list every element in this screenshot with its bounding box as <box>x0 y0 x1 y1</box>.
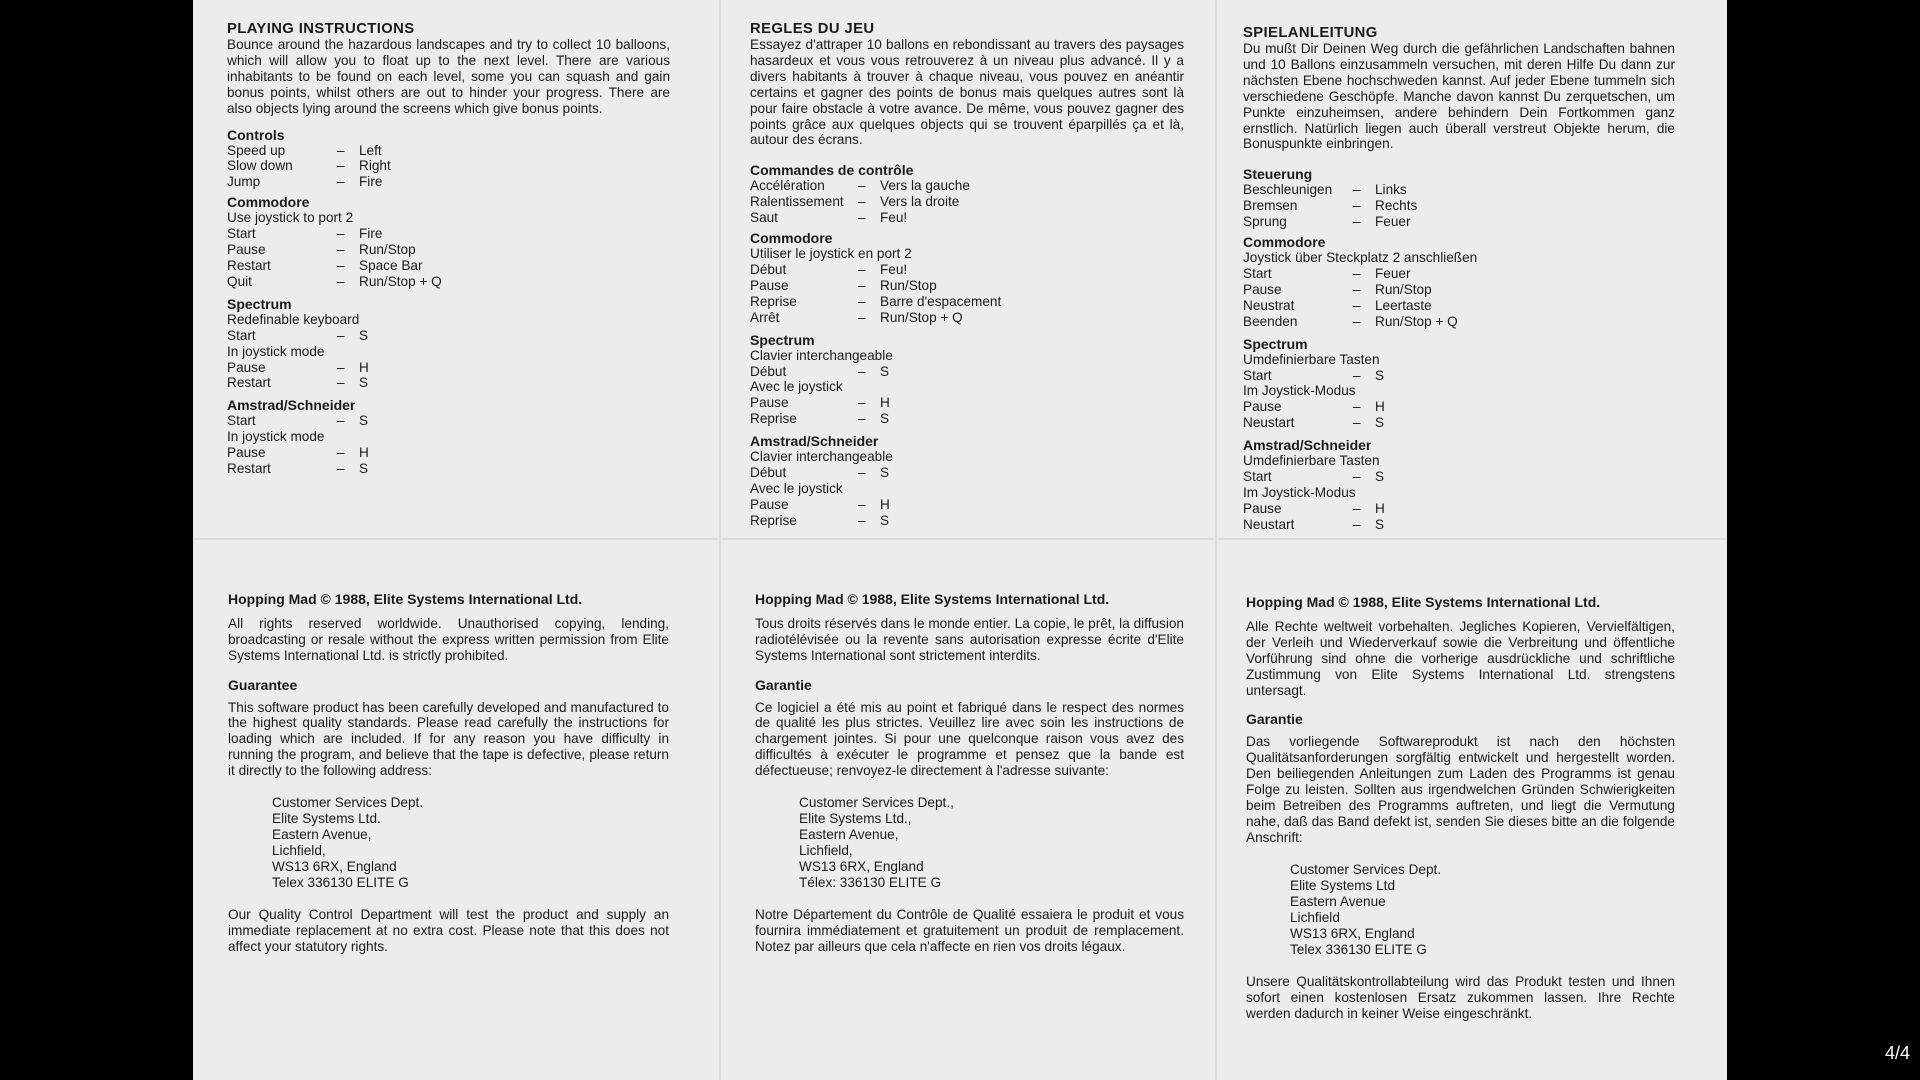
guarantee-heading: Guarantee <box>228 676 298 693</box>
control-action: Neustart <box>1243 415 1295 431</box>
control-dash: – <box>858 465 866 481</box>
amstrad-note: Clavier interchangeable <box>750 449 893 465</box>
instructions-fr <box>750 21 1184 529</box>
address-line: Customer Services Dept. <box>1290 861 1442 877</box>
control-action: Slow down <box>227 158 293 174</box>
control-key: Run/Stop + Q <box>1375 313 1458 329</box>
commodore-controls <box>1243 266 1675 330</box>
fold-line-vertical-1 <box>719 0 721 1080</box>
control-key: H <box>359 359 369 375</box>
control-key: Feuer <box>1375 265 1411 281</box>
commodore-heading: Commodore <box>227 194 310 211</box>
control-key: Rechts <box>1375 198 1418 214</box>
amstrad-controls-a <box>750 465 1184 481</box>
control-dash: – <box>858 309 866 325</box>
control-key: S <box>359 327 369 343</box>
fold-line-vertical-2 <box>1215 0 1217 1080</box>
amstrad-heading: Amstrad/Schneider <box>1243 437 1372 454</box>
rights-text: Tous droits réservés dans le monde entier. La copie, le prêt, la diffusion radiotélévisée ou la revente sans autorisation expresse écrite d'Elite Systems International sont strictement interdits. <box>755 615 1184 663</box>
amstrad-heading: Amstrad/Schneider <box>750 433 879 450</box>
address-line: Eastern Avenue, <box>799 827 899 843</box>
page-counter: 4/4 <box>1884 1043 1910 1063</box>
spectrum-controls-a <box>227 328 670 344</box>
amstrad-controls-a <box>227 413 670 429</box>
control-action: Quit <box>227 273 252 289</box>
control-action: Neustrat <box>1243 297 1295 313</box>
control-key: Space Bar <box>359 257 423 273</box>
spectrum-note: Redefinable keyboard <box>227 311 360 327</box>
control-action: Beenden <box>1243 313 1298 329</box>
amstrad-mode: In joystick mode <box>227 429 325 445</box>
address-line: Eastern Avenue <box>1290 893 1386 909</box>
control-action: Pause <box>1243 281 1282 297</box>
spectrum-heading: Spectrum <box>227 295 292 312</box>
control-key: Feu! <box>880 261 908 277</box>
address-line: Customer Services Dept., <box>799 795 954 811</box>
control-key: Fire <box>359 174 383 190</box>
control-dash: – <box>1353 367 1361 383</box>
control-key: S <box>880 465 890 481</box>
amstrad-controls-b <box>1243 501 1675 533</box>
guarantee-heading: Garantie <box>755 676 812 693</box>
control-action: Accélération <box>750 178 825 194</box>
controls-list <box>750 178 1184 226</box>
control-dash: – <box>337 445 345 461</box>
copyright-line: Hopping Mad © 1988, Elite Systems International Ltd. <box>755 591 1110 607</box>
control-action: Pause <box>227 445 266 461</box>
spectrum-controls-b <box>750 395 1184 427</box>
amstrad-note: Umdefinierbare Tasten <box>1243 453 1380 469</box>
control-dash: – <box>858 512 866 528</box>
control-dash: – <box>858 261 866 277</box>
control-action: Neustart <box>1243 516 1295 532</box>
spectrum-controls-a <box>1243 368 1675 384</box>
control-dash: – <box>337 174 345 190</box>
control-key: Leertaste <box>1375 297 1432 313</box>
control-key: S <box>359 375 369 391</box>
address-line: Telex 336130 ELITE G <box>272 875 409 891</box>
control-key: Vers la droite <box>880 194 960 210</box>
closing-text: Unsere Qualitätskontrollabteilung wird das Produkt testen und Ihnen sofort einen kostenlosen Ersatz zukommen lassen. Ihre Rechte werden dadurch in keiner Weise eingeschränkt. <box>1246 973 1675 1021</box>
address-line: Customer Services Dept. <box>272 795 424 811</box>
spectrum-mode: In joystick mode <box>227 343 325 359</box>
intro-text: Bounce around the hazardous landscapes and try to collect 10 balloons, which will allow you to float up to the next level. There are various inhabitants to be found on each level, some you can squash and gain bonus points, whilst others are out to hinder your progress. There are also objects lying around the screens which give bonus points. <box>227 37 670 116</box>
control-action: Start <box>1243 367 1272 383</box>
control-key: Run/Stop <box>359 242 416 258</box>
address-block <box>799 795 1184 891</box>
address-line: WS13 6RX, England <box>799 859 924 875</box>
spectrum-note: Umdefinierbare Tasten <box>1243 351 1380 367</box>
control-dash: – <box>858 411 866 427</box>
control-dash: – <box>1353 399 1361 415</box>
guarantee-text: Das vorliegende Softwareprodukt ist nach den höchsten Qualitätsanforderungen sorgfältig entwickelt und hergestellt worden. Den beiliegenden Anleitungen zum Laden des Programms ist genau Folge zu leisten. Sollten aus irgendwelchen Gründen Schwierigkeiten beim Betreiben des Programms auftreten, und liegt die Vermutung nahe, daß das Band defekt ist, senden Sie dieses bitte an die folgende Anschrift: <box>1246 734 1675 845</box>
spectrum-note: Clavier interchangeable <box>750 347 893 363</box>
control-key: H <box>359 445 369 461</box>
spectrum-heading: Spectrum <box>750 331 815 348</box>
address-block <box>272 795 669 891</box>
control-action: Pause <box>1243 500 1282 516</box>
control-key: S <box>1375 367 1385 383</box>
control-action: Start <box>1243 469 1272 485</box>
spectrum-controls-b <box>1243 399 1675 431</box>
legal-de <box>1246 595 1675 1021</box>
address-line: Télex: 336130 ELITE G <box>799 875 942 891</box>
control-dash: – <box>1353 297 1361 313</box>
control-action: Speed up <box>227 142 286 158</box>
control-dash: – <box>858 293 866 309</box>
control-key: S <box>880 512 890 528</box>
controls-list <box>1243 182 1675 230</box>
spectrum-controls-b <box>227 360 670 392</box>
legal-en <box>228 592 669 955</box>
fold-line-horizontal <box>193 538 1727 540</box>
control-dash: – <box>1353 313 1361 329</box>
control-dash: – <box>337 142 345 158</box>
address-line: Eastern Avenue, <box>272 827 372 843</box>
control-action: Arrêt <box>750 309 780 325</box>
control-key: H <box>880 395 890 411</box>
amstrad-mode: Im Joystick-Modus <box>1243 484 1356 500</box>
rights-text: Alle Rechte weltweit vorbehalten. Jegliches Kopieren, Vervielfältigen, der Verleih und Wiederverkauf sowie die Verbreitung und öffentliche Vorführung sind ohne die vorherige ausdrückliche und schriftliche Zustimmung von Elite Systems International Ltd. strengstens untersagt. <box>1246 618 1675 698</box>
amstrad-controls-b <box>227 445 670 477</box>
control-action: Start <box>227 327 256 343</box>
address-line: WS13 6RX, England <box>272 859 397 875</box>
rights-text: All rights reserved worldwide. Unauthorised copying, lending, broadcasting or resale without the express written permission from Elite Systems International Ltd. is strictly prohibited. <box>228 615 669 663</box>
address-line: Lichfield, <box>799 843 853 859</box>
instructions-en <box>227 21 670 477</box>
commodore-note: Use joystick to port 2 <box>227 210 354 226</box>
control-key: Fire <box>359 226 383 242</box>
address-line: Elite Systems Ltd. <box>272 811 381 827</box>
amstrad-mode: Avec le joystick <box>750 480 843 496</box>
control-dash: – <box>858 194 866 210</box>
control-key: Left <box>359 142 382 158</box>
control-action: Pause <box>750 277 789 293</box>
section-title: PLAYING INSTRUCTIONS <box>227 21 415 37</box>
spectrum-controls-a <box>750 364 1184 380</box>
control-key: Run/Stop <box>880 277 937 293</box>
address-line: Lichfield <box>1290 909 1340 925</box>
commodore-controls <box>227 226 670 290</box>
control-action: Start <box>1243 265 1272 281</box>
control-key: S <box>359 413 369 429</box>
control-action: Pause <box>227 242 266 258</box>
control-action: Sprung <box>1243 214 1287 230</box>
control-action: Début <box>750 261 787 277</box>
control-key: Barre d'espacement <box>880 293 1002 309</box>
intro-text: Du mußt Dir Deinen Weg durch die gefährlichen Landschaften bahnen und 10 Ballons einzusammeln versuchen, mit deren Hilfe Du dann zur nächsten Ebene hochschweden kannst. Auf jeder Ebene tummeln sich verschiedene Geschöpfe. Manche davon kannst Du zerquetschen, um Punkte einzuheimsen, andere behindern Dein Fortkommen ganz ernstlich. Natürlich liegen auch überall verstreut Objekte herum, die Bonuspunkte einbringen. <box>1243 41 1675 152</box>
address-line: Telex 336130 ELITE G <box>1290 941 1427 957</box>
control-action: Ralentissement <box>750 194 844 210</box>
control-dash: – <box>337 226 345 242</box>
section-title: REGLES DU JEU <box>750 21 875 37</box>
control-action: Reprise <box>750 293 797 309</box>
guarantee-text: Ce logiciel a été mis au point et fabriqué dans le respect des normes de qualité les plus strictes. Veuillez lire avec soin les instructions de chargement jointes. Si pour une quelconque raison vous avez des difficultés à exécuter le programme et pensez que la bande est défectueuse; renvoyez-le directement à l'adresse suivante: <box>755 699 1184 779</box>
control-dash: – <box>1353 516 1361 532</box>
control-key: Run/Stop <box>1375 281 1432 297</box>
control-action: Restart <box>227 375 271 391</box>
copyright-line: Hopping Mad © 1988, Elite Systems International Ltd. <box>228 591 583 607</box>
intro-text: Essayez d'attraper 10 ballons en rebondissant au travers des paysages hasardeux et vous vous retrouverez à un niveau plus advancé. Il y a divers habitants à trouver à chaque niveau, vous pouvez en anéantir certains et gagner des points de bonus mais quelques autres sont là pour faire obstacle à votre avance. De même, vous pouvez gagner des points grâce aux quelques objects qui se trouvent éparpillés ça et là, autour des écrans. <box>750 37 1184 148</box>
spectrum-mode: Im Joystick-Modus <box>1243 383 1356 399</box>
control-action: Reprise <box>750 411 797 427</box>
control-dash: – <box>337 242 345 258</box>
control-action: Début <box>750 465 787 481</box>
control-key: H <box>1375 500 1385 516</box>
control-dash: – <box>1353 265 1361 281</box>
closing-text: Our Quality Control Department will test the product and supply an immediate replacement at no extra cost. Please note that this does not affect your statutory rights. <box>228 907 669 954</box>
section-title: SPIELANLEITUNG <box>1243 25 1378 41</box>
control-dash: – <box>858 395 866 411</box>
address-line: Elite Systems Ltd., <box>799 811 912 827</box>
control-dash: – <box>1353 214 1361 230</box>
controls-heading: Steuerung <box>1243 166 1313 183</box>
control-key: Feu! <box>880 210 908 226</box>
control-dash: – <box>337 158 345 174</box>
commodore-note: Utiliser le joystick en port 2 <box>750 246 912 262</box>
control-dash: – <box>337 413 345 429</box>
spectrum-heading: Spectrum <box>1243 335 1308 352</box>
spectrum-mode: Avec le joystick <box>750 379 843 395</box>
control-dash: – <box>337 273 345 289</box>
control-dash: – <box>337 257 345 273</box>
control-dash: – <box>1353 415 1361 431</box>
amstrad-heading: Amstrad/Schneider <box>227 397 356 414</box>
control-action: Pause <box>750 496 789 512</box>
address-line: Lichfield, <box>272 843 326 859</box>
control-action: Pause <box>227 359 266 375</box>
control-action: Beschleunigen <box>1243 182 1333 198</box>
control-dash: – <box>1353 182 1361 198</box>
control-key: Run/Stop + Q <box>880 309 963 325</box>
commodore-note: Joystick über Steckplatz 2 anschließen <box>1243 250 1478 266</box>
control-action: Pause <box>1243 399 1282 415</box>
control-action: Start <box>227 413 256 429</box>
control-action: Start <box>227 226 256 242</box>
commodore-controls <box>750 262 1184 326</box>
commodore-heading: Commodore <box>1243 234 1326 251</box>
control-key: Links <box>1375 182 1407 198</box>
instructions-de <box>1243 25 1675 533</box>
legal-fr <box>755 592 1184 955</box>
control-dash: – <box>858 210 866 226</box>
control-dash: – <box>1353 469 1361 485</box>
control-dash: – <box>858 363 866 379</box>
control-dash: – <box>337 359 345 375</box>
control-key: S <box>359 461 369 477</box>
controls-heading: Controls <box>227 126 285 143</box>
control-key: Feuer <box>1375 214 1411 230</box>
control-dash: – <box>1353 198 1361 214</box>
commodore-heading: Commodore <box>750 230 833 247</box>
control-dash: – <box>858 277 866 293</box>
address-block <box>1290 862 1675 958</box>
address-line: Elite Systems Ltd <box>1290 877 1396 893</box>
control-key: Right <box>359 158 391 174</box>
control-key: Vers la gauche <box>880 178 970 194</box>
control-action: Restart <box>227 461 271 477</box>
control-action: Reprise <box>750 512 797 528</box>
control-action: Restart <box>227 257 271 273</box>
control-key: S <box>1375 415 1385 431</box>
control-key: S <box>880 363 890 379</box>
control-dash: – <box>1353 281 1361 297</box>
control-dash: – <box>337 461 345 477</box>
amstrad-controls-b <box>750 497 1184 529</box>
control-dash: – <box>1353 500 1361 516</box>
control-dash: – <box>858 178 866 194</box>
amstrad-controls-a <box>1243 469 1675 485</box>
control-key: S <box>1375 469 1385 485</box>
control-key: S <box>1375 516 1385 532</box>
control-action: Bremsen <box>1243 198 1298 214</box>
control-key: H <box>1375 399 1385 415</box>
guarantee-text: This software product has been carefully developed and manufactured to the highest quality standards. Please read carefully the instructions for loading which are included. If for any reason you have difficulty in running the program, and believe that the tape is defective, please return it directly to the following address: <box>228 699 669 779</box>
control-dash: – <box>858 496 866 512</box>
copyright-line: Hopping Mad © 1988, Elite Systems International Ltd. <box>1246 594 1601 610</box>
control-dash: – <box>337 375 345 391</box>
control-action: Saut <box>750 210 778 226</box>
manual-page <box>193 0 1727 1080</box>
closing-text: Notre Département du Contrôle de Qualité essaiera le produit et vous fournira immédiatement et gratuitement un produit de remplacement. Notez par ailleurs que cela n'affecte en rien vos droits légaux. <box>755 907 1184 954</box>
control-key: H <box>880 496 890 512</box>
controls-heading: Commandes de contrôle <box>750 162 914 179</box>
address-line: WS13 6RX, England <box>1290 925 1415 941</box>
control-dash: – <box>337 327 345 343</box>
guarantee-heading: Garantie <box>1246 711 1303 728</box>
control-key: S <box>880 411 890 427</box>
control-action: Début <box>750 363 787 379</box>
control-key: Run/Stop + Q <box>359 273 442 289</box>
control-action: Pause <box>750 395 789 411</box>
control-action: Jump <box>227 174 261 190</box>
controls-list <box>227 143 670 191</box>
